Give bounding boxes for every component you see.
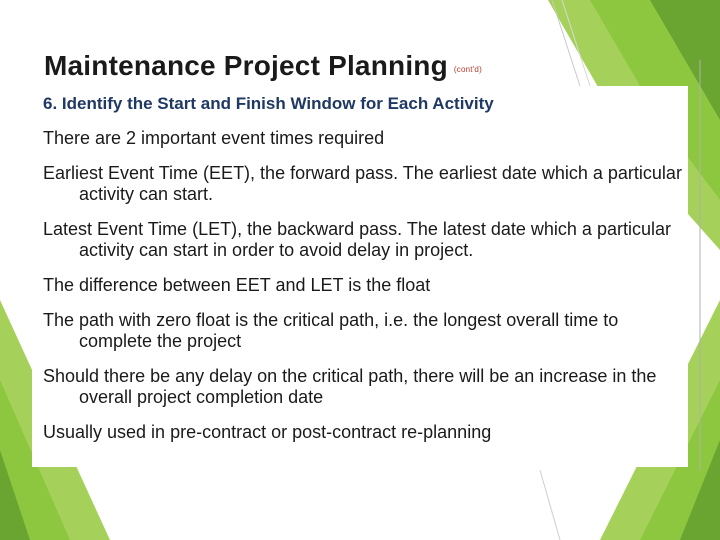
bullet-item: Earliest Event Time (EET), the forward pass. The earliest date which a particular activity can start. xyxy=(43,163,682,204)
bullet-item: The difference between EET and LET is the float xyxy=(43,275,431,295)
bullet-list xyxy=(43,128,688,457)
title-main: Maintenance Project Planning xyxy=(44,50,448,81)
slide-title xyxy=(44,50,482,82)
bullet-item: Usually used in pre-contract or post-contract re-planning xyxy=(43,422,492,442)
bullet-item: Should there be any delay on the critical path, there will be an increase in the overall project completion date xyxy=(43,366,657,407)
bullet-item: There are 2 important event times required xyxy=(43,128,385,148)
bullet-item: Latest Event Time (LET), the backward pass. The latest date which a particular activity can start in order to avoid delay in project. xyxy=(43,219,671,260)
title-subscript: (cont'd) xyxy=(453,65,482,74)
bullet-item: The path with zero float is the critical path, i.e. the longest overall time to complete the project xyxy=(43,310,619,351)
section-heading: 6. Identify the Start and Finish Window for Each Activity xyxy=(43,94,494,113)
